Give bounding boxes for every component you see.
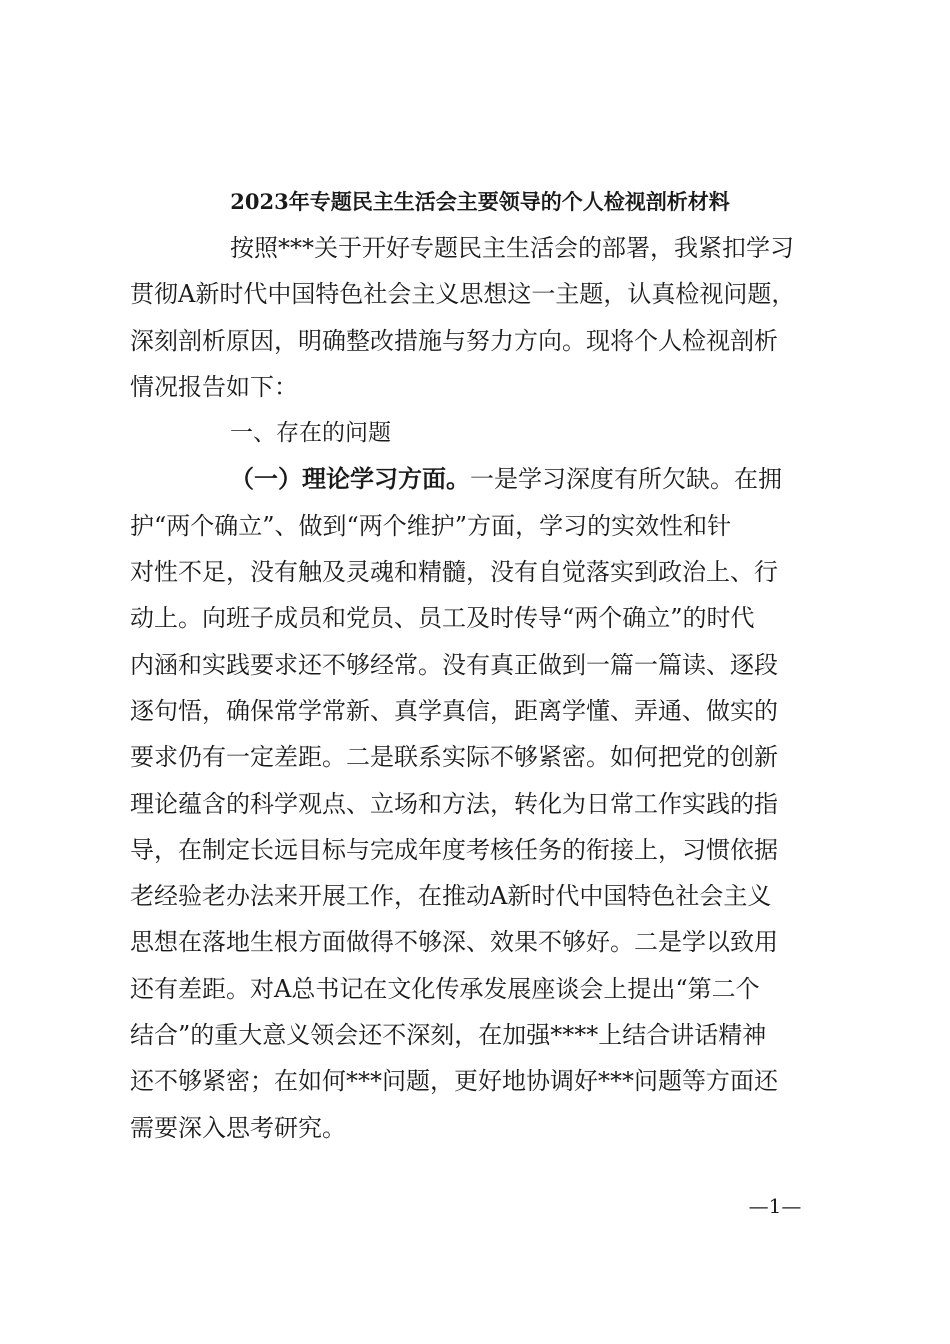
page-number: —1— bbox=[748, 1194, 802, 1218]
document-body bbox=[130, 225, 830, 1151]
paragraph-line: 要求仍有一定差距。二是联系实际不够紧密。如何把党的创新 bbox=[130, 743, 778, 772]
paragraph-line: 还有差距。对A总书记在文化传承发展座谈会上提出“第二个 bbox=[130, 974, 760, 1003]
paragraph-line: 结合”的重大意义领会还不深刻，在加强****上结合讲话精神 bbox=[130, 1021, 767, 1050]
intro-line: 按照***关于开好专题民主生活会的部署，我紧扣学习 bbox=[230, 234, 794, 262]
intro-line: 贯彻A新时代中国特色社会主义思想这一主题，认真检视问题， bbox=[130, 280, 796, 309]
intro-line: 情况报告如下： bbox=[130, 372, 298, 401]
paragraph-line: 需要深入思考研究。 bbox=[130, 1113, 346, 1142]
paragraph-line: 动上。向班子成员和党员、员工及时传导“两个确立”的时代 bbox=[130, 604, 755, 633]
paragraph-line: 还不够紧密；在如何***问题，更好地协调好***问题等方面还 bbox=[130, 1067, 778, 1096]
paragraph-line: 逐句悟，确保常学常新、真学真信，距离学懂、弄通、做实的 bbox=[130, 696, 778, 725]
intro-line: 深刻剖析原因，明确整改措施与努力方向。现将个人检视剖析 bbox=[130, 326, 778, 355]
paragraph-line: 思想在落地生根方面做得不够深、效果不够好。二是学以致用 bbox=[130, 928, 778, 957]
paragraph-line: 内涵和实践要求还不够经常。没有真正做到一篇一篇读、逐段 bbox=[130, 650, 778, 679]
paragraph-line: 导，在制定长远目标与完成年度考核任务的衔接上，习惯依据 bbox=[130, 835, 778, 864]
paragraph-line: 护“两个确立”、做到“两个维护”方面，学习的实效性和针 bbox=[130, 511, 732, 540]
subsection-first-line bbox=[130, 456, 830, 502]
subsection-label: （一）理论学习方面。 bbox=[230, 464, 470, 494]
subsection-first-line-text: 一是学习深度有所欠缺。在拥 bbox=[470, 465, 782, 494]
paragraph-line: 理论蕴含的科学观点、立场和方法，转化为日常工作实践的指 bbox=[130, 789, 778, 818]
paragraph-line: 对性不足，没有触及灵魂和精髓，没有自觉落实到政治上、行 bbox=[130, 558, 778, 587]
section-heading: 一、存在的问题 bbox=[230, 420, 391, 447]
paragraph-line: 老经验老办法来开展工作，在推动A新时代中国特色社会主义 bbox=[130, 882, 772, 911]
document-title: 2023年专题民主生活会主要领导的个人检视剖析材料 bbox=[230, 189, 730, 214]
